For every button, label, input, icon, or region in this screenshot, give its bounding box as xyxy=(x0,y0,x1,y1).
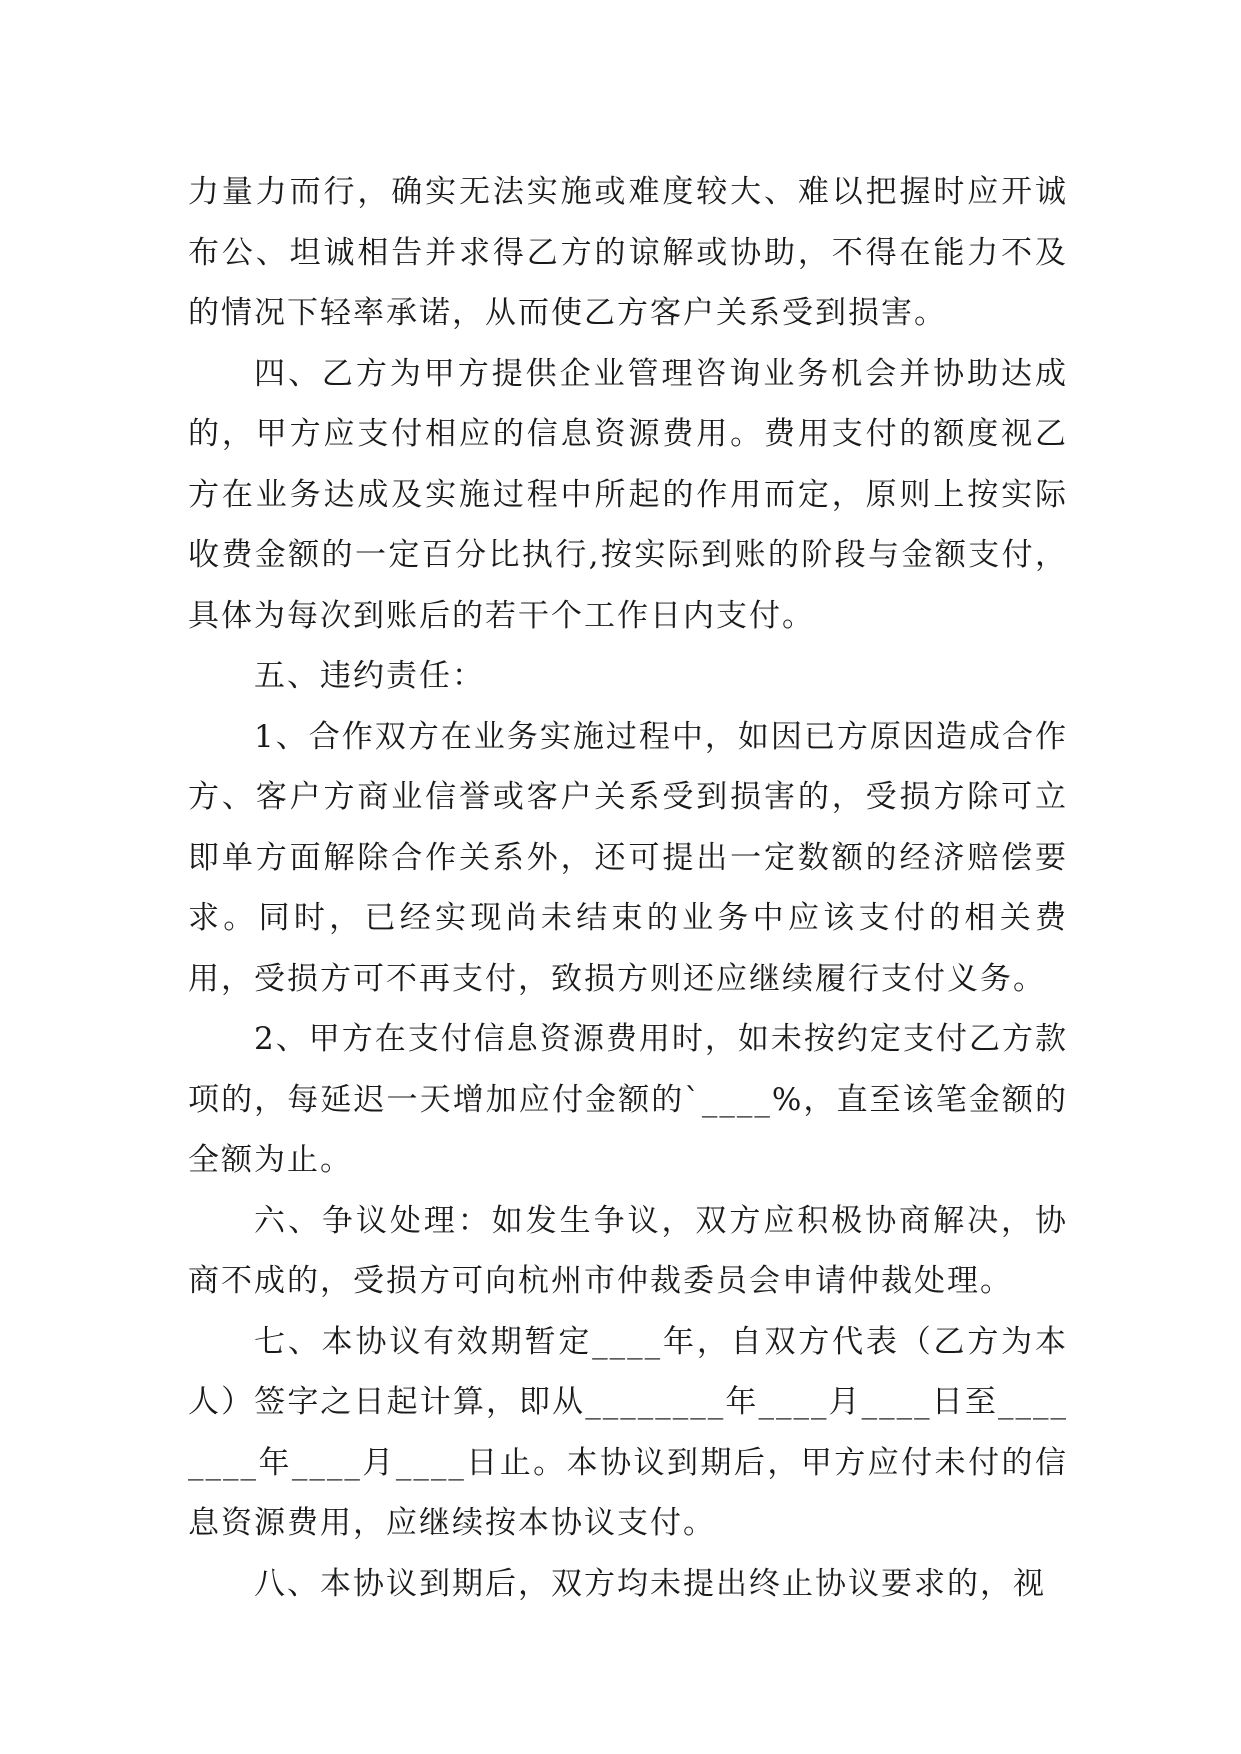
document-body xyxy=(188,162,1068,1614)
paragraph-clause-8: 八、本协议到期后，双方均未提出终止协议要求的，视 xyxy=(254,1565,1046,1602)
paragraph-clause-5-item-1: 1、合作双方在业务实施过程中，如因已方原因造成合作方、客户方商业信誉或客户关系受到损害的，受损方除可立即单方面解除合作关系外，还可提出一定数额的经济赔偿要求。同时，已经实现尚未结束的业务中应该支付的相关费用，受损方可不再支付，致损方则还应继续履行支付义务。 xyxy=(188,718,1068,997)
paragraph-clause-4: 四、乙方为甲方提供企业管理咨询业务机会并协助达成的，甲方应支付相应的信息资源费用。费用支付的额度视乙方在业务达成及实施过程中所起的作用而定，原则上按实际收费金额的一定百分比执行,按实际到账的阶段与金额支付，具体为每次到账后的若干个工作日内支付。 xyxy=(188,355,1068,634)
paragraph-clause-6: 六、争议处理：如发生争议，双方应积极协商解决，协商不成的，受损方可向杭州市仲裁委员会申请仲裁处理。 xyxy=(188,1202,1068,1299)
paragraph-clause-5-item-2: 2、甲方在支付信息资源费用时，如未按约定支付乙方款项的，每延迟一天增加应付金额的`____%，直至该笔金额的全额为止。 xyxy=(188,1021,1068,1178)
paragraph-continuation: 力量力而行，确实无法实施或难度较大、难以把握时应开诚布公、坦诚相告并求得乙方的谅解或协助，不得在能力不及的情况下轻率承诺，从而使乙方客户关系受到损害。 xyxy=(188,174,1068,331)
paragraph-clause-5-heading: 五、违约责任： xyxy=(254,658,485,694)
paragraph-clause-7: 七、本协议有效期暂定____年，自双方代表（乙方为本人）签字之日起计算，即从________年____月____日至________年____月____日止。本协议到期后，甲方应付未付的信息资源费用，应继续按本协议支付。 xyxy=(188,1323,1068,1541)
